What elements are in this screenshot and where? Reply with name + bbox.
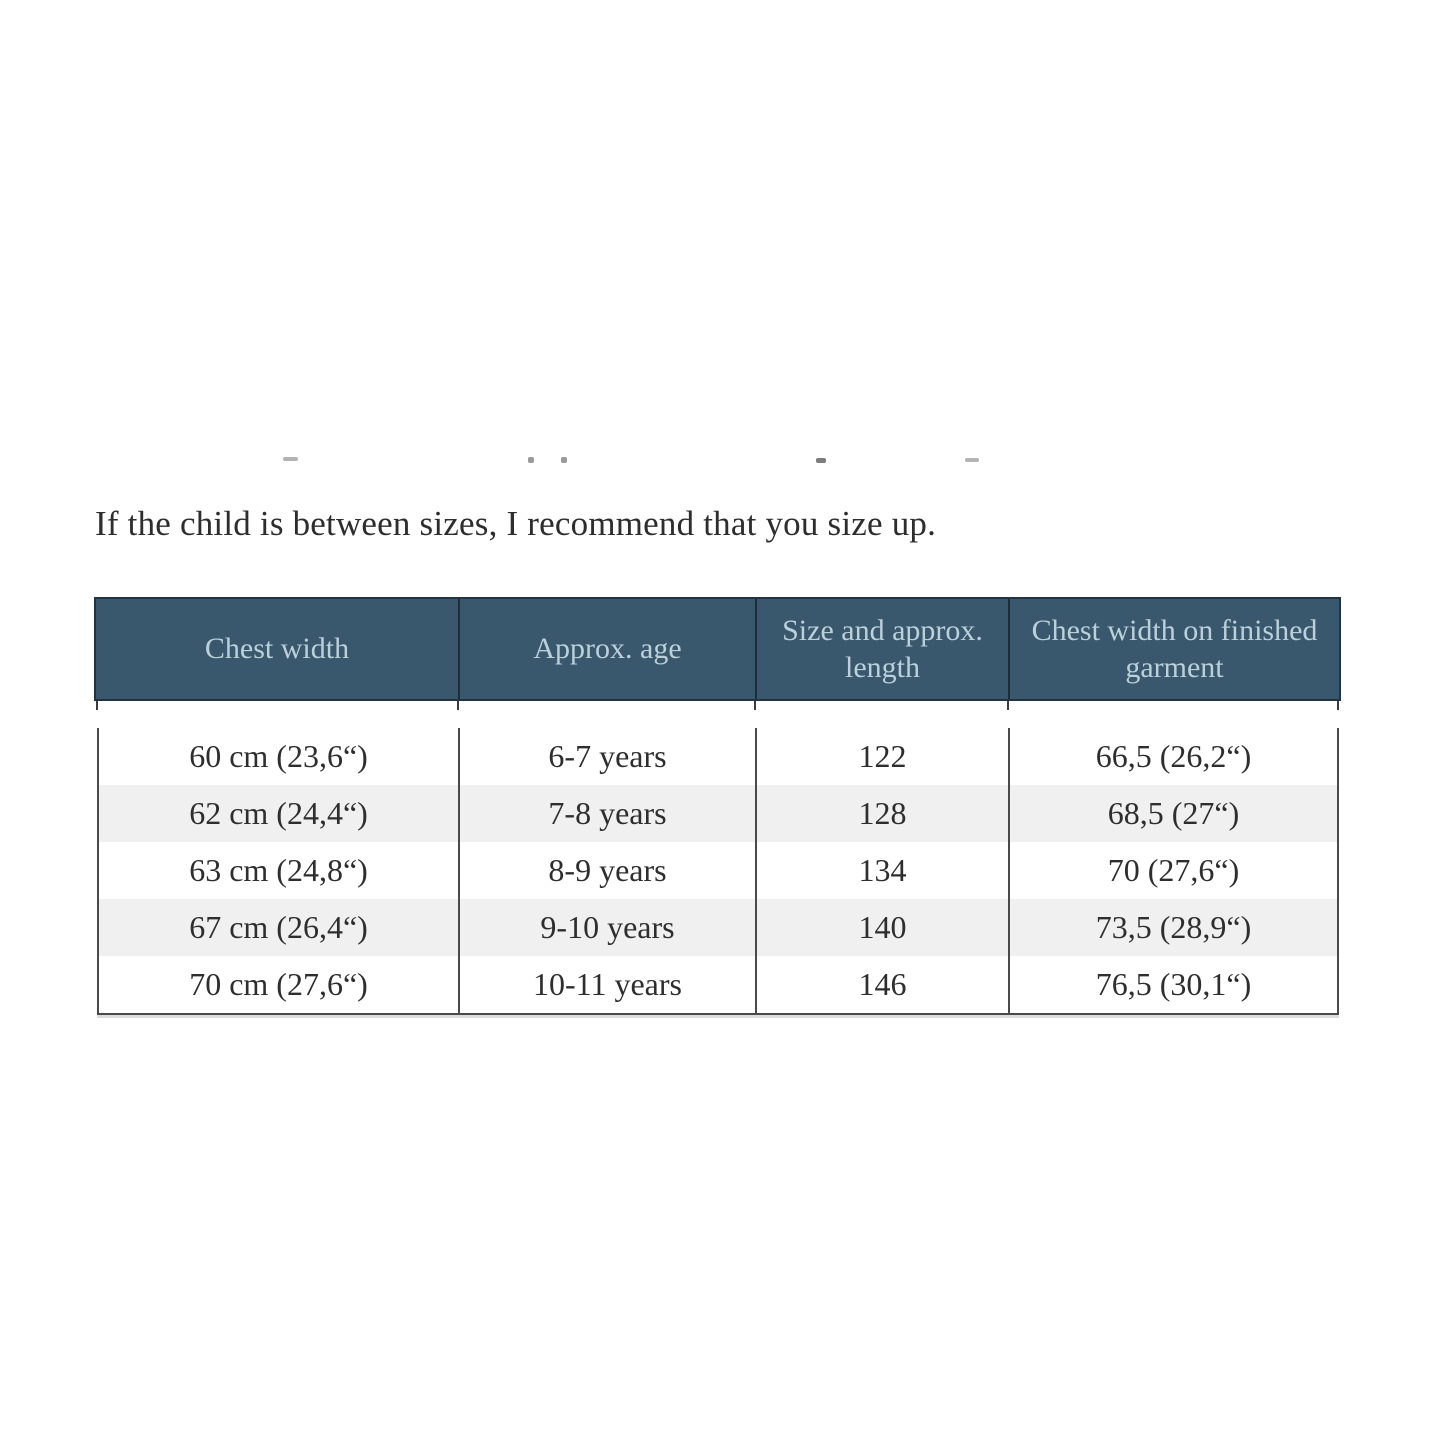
cropped-text-remnant: [283, 457, 298, 461]
table-border-stub: [1007, 701, 1009, 710]
table-row: [99, 956, 1337, 1013]
table-row: [99, 899, 1337, 956]
size-table-header: [94, 597, 1341, 701]
table-cell: 9-10 years: [458, 899, 755, 956]
table-border-stub: [96, 701, 98, 710]
table-cell: 60 cm (23,6“): [189, 738, 368, 774]
table-border-stub: [754, 701, 756, 710]
table-cell: 134: [755, 842, 1008, 899]
size-table-body: [97, 728, 1339, 1015]
table-row: [99, 728, 1337, 785]
table-cell: 7-8 years: [458, 785, 755, 842]
table-cell: 67 cm (26,4“): [189, 909, 368, 945]
cropped-text-remnant: [816, 458, 826, 463]
sizing-note: If the child is between sizes, I recommend that you size up.: [95, 504, 937, 543]
table-row: [99, 842, 1337, 899]
table-cell: 8-9 years: [458, 842, 755, 899]
cropped-text-remnant: [528, 457, 534, 463]
table-cell: 66,5 (26,2“): [1008, 728, 1337, 785]
table-cell: 68,5 (27“): [1008, 785, 1337, 842]
table-row: [99, 785, 1337, 842]
header-chest-width: Chest width: [204, 632, 350, 666]
table-border-stub: [457, 701, 459, 710]
table-border-stub: [1337, 701, 1339, 710]
cropped-text-remnant: [965, 458, 979, 462]
table-cell: 63 cm (24,8“): [189, 852, 368, 888]
table-cell: 62 cm (24,4“): [189, 795, 368, 831]
table-cell: 10-11 years: [458, 956, 755, 1013]
table-cell: 140: [755, 899, 1008, 956]
header-size-length: Size and approx. length: [755, 599, 1008, 699]
table-cell: 76,5 (30,1“): [1008, 956, 1337, 1013]
table-cell: 70 cm (27,6“): [189, 966, 368, 1002]
header-approx-age: Approx. age: [458, 599, 755, 699]
header-finished-chest-width: Chest width on finished garment: [1008, 599, 1339, 699]
table-cell: 128: [755, 785, 1008, 842]
table-cell: 73,5 (28,9“): [1008, 899, 1337, 956]
cropped-text-remnant: [561, 457, 567, 463]
table-cell: 6-7 years: [458, 728, 755, 785]
table-cell: 146: [755, 956, 1008, 1013]
table-cell: 70 (27,6“): [1008, 842, 1337, 899]
table-cell: 122: [755, 728, 1008, 785]
